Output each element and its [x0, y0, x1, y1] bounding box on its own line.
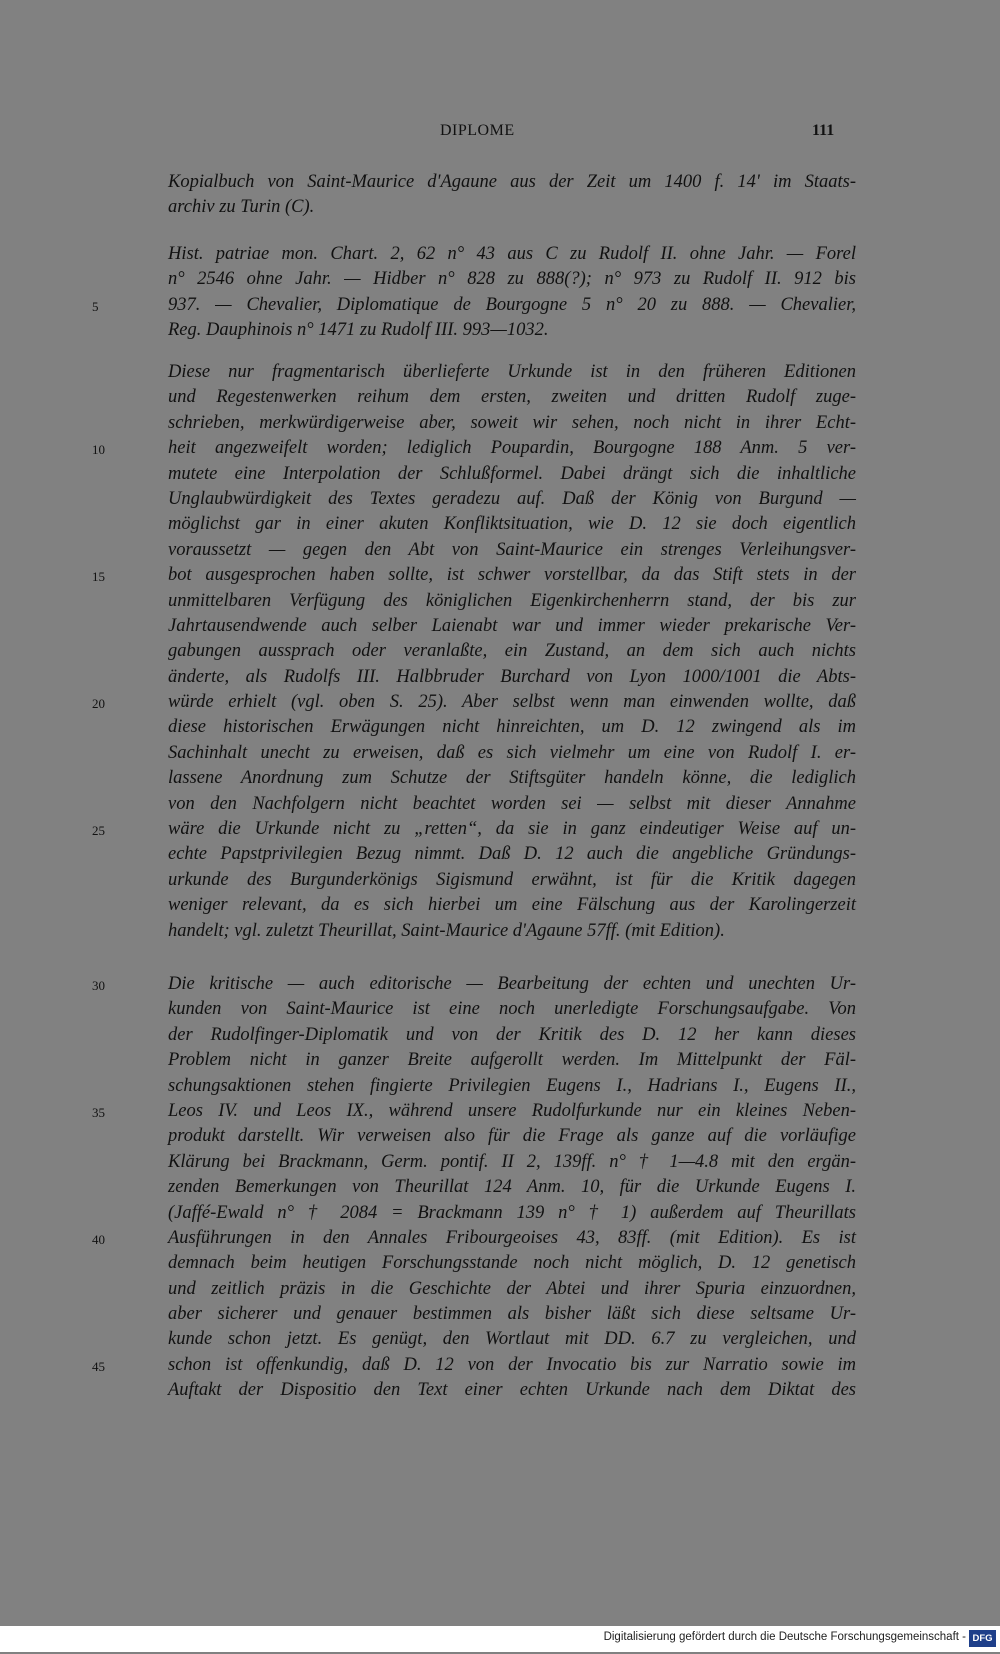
text-line: Kopialbuch von Saint-Maurice d'Agaune aus der Zeit um 1400 f. 14' im Staats-: [168, 172, 856, 192]
text-line: archiv zu Turin (C).: [168, 197, 315, 218]
text-line: weniger relevant, da es sich hierbei um eine Fälschung aus der Karolingerzeit: [168, 895, 856, 916]
text-line: möglichst gar in einer akuten Konfliktsituation, wie D. 12 sie doch eigentlich: [168, 514, 856, 535]
text-line: [92, 293, 856, 318]
line-number: 35: [92, 1104, 105, 1120]
text-line: voraussetzt — gegen den Abt von Saint-Maurice ein strenges Verleihungsver-: [168, 539, 856, 560]
text-line: [92, 817, 856, 842]
footer-credit: Digitalisierung gefördert durch die Deutsche Forschungsgemeinschaft -: [603, 1631, 966, 1643]
text-line: [92, 690, 856, 715]
text-line: aber sicherer und genauer bestimmen als bisher läßt sich diese seltsame Ur-: [168, 1304, 856, 1325]
text-line-content: Leos IV. und Leos IX., während unsere Rudolfurkunde nur ein kleines Neben-: [168, 1100, 856, 1121]
line-number: 30: [92, 978, 105, 993]
text-line: Sachinhalt unecht zu erweisen, daß es sich vielmehr um eine von Rudolf I. er-: [168, 742, 856, 763]
dfg-logo: DFG: [969, 1630, 996, 1647]
text-line: zenden Bemerkungen von Theurillat 124 Anm. 10, für die Urkunde Eugens I.: [168, 1177, 856, 1198]
text-line: produkt darstellt. Wir verweisen also für die Frage als ganze auf die vorläufige: [168, 1126, 856, 1147]
text-line: kunden von Saint-Maurice ist eine noch unerledigte Forschungsaufgabe. Von: [168, 999, 856, 1020]
text-line: schrieben, merkwürdigerweise aber, soweit wir sehen, noch nicht in ihrer Echt-: [168, 412, 856, 433]
text-line: und zeitlich präzis in die Geschichte der Abtei und ihrer Spuria einzuordnen,: [168, 1278, 856, 1299]
text-line: demnach beim heutigen Forschungsstande noch nicht möglich, D. 12 genetisch: [168, 1253, 856, 1274]
text-line: Jahrtausendwende auch selber Laienabt war und immer wieder prekarische Ver-: [168, 615, 856, 636]
text-line: kunde schon jetzt. Es genügt, den Wortlaut mit DD. 6.7 zu vergleichen, und: [168, 1329, 856, 1350]
line-number: 40: [92, 1231, 105, 1247]
text-line-content: heit angezweifelt worden; lediglich Poupardin, Bourgogne 188 Anm. 5 ver-: [168, 438, 856, 459]
text-line: mutete eine Interpolation der Schlußformel. Dabei drängt sich die inhaltliche: [168, 463, 856, 484]
line-number: 25: [92, 823, 105, 839]
text-line: [92, 436, 856, 461]
text-line: Problem nicht in ganzer Breite aufgerollt werden. Im Mittelpunkt der Fäl-: [168, 1050, 856, 1071]
text-line: Unglaubwürdigkeit des Textes geradezu auf. Daß der König von Burgund —: [168, 488, 856, 509]
editions-block: [92, 242, 856, 344]
text-line: und Regestenwerken reihum dem ersten, zweiten und dritten Rudolf zuge-: [168, 387, 856, 408]
text-line-content: wäre die Urkunde nicht zu „retten“, da sie in ganz eindeutiger Weise auf un-: [168, 819, 856, 840]
text-line: [92, 563, 856, 588]
text-line: handelt; vgl. zuletzt Theurillat, Saint-Maurice d'Agaune 57ff. (mit Edition).: [168, 920, 725, 941]
text-line: gabungen aussprach oder veranlaßte, ein Zustand, an dem sich auch nichts: [168, 641, 856, 662]
running-head: DIPLOME: [440, 122, 515, 139]
page-number: 111: [812, 122, 835, 139]
text-line: lassene Anordnung zum Schutze der Stiftsgüter handeln könne, die lediglich: [168, 768, 856, 789]
source-block: [168, 170, 856, 221]
line-number: 45: [92, 1358, 105, 1374]
text-line: änderte, als Rudolfs III. Halbbruder Burchard von Lyon 1000/1001 die Abts-: [168, 666, 856, 687]
line-number: 20: [92, 696, 105, 712]
text-line-content: 937. — Chevalier, Diplomatique de Bourgogne 5 n° 20 zu 888. — Chevalier,: [168, 294, 856, 315]
text-line: unmittelbaren Verfügung des königlichen Eigenkirchenherrn stand, der bis zur: [168, 590, 856, 611]
text-line-content: Die kritische — auch editorische — Bearbeitung der echten und unechten Ur-: [168, 974, 856, 994]
text-line: Hist. patriae mon. Chart. 2, 62 n° 43 aus C zu Rudolf II. ohne Jahr. — Forel: [168, 244, 856, 264]
text-line: [92, 1226, 856, 1251]
text-line-content: bot ausgesprochen haben sollte, ist schwer vorstellbar, da das Stift stets in der: [168, 565, 856, 586]
footer-bar: [0, 1626, 1000, 1652]
text-line: [92, 1099, 856, 1124]
text-line: [92, 1353, 856, 1378]
line-number: 10: [92, 442, 105, 458]
text-line-content: Ausführungen in den Annales Fribourgeoises 43, 83ff. (mit Edition). Es ist: [168, 1227, 856, 1248]
line-number: 15: [92, 569, 105, 585]
commentary-paragraph-2: [92, 972, 856, 1404]
page-header: [0, 122, 1000, 152]
text-line: [92, 972, 856, 997]
text-line-content: schon ist offenkundig, daß D. 12 von der Invocatio bis zur Narratio sowie im: [168, 1354, 856, 1375]
text-line: Diese nur fragmentarisch überlieferte Urkunde ist in den früheren Editionen: [168, 362, 856, 382]
text-line: diese historischen Erwägungen nicht hinreichten, um D. 12 zwingend als im: [168, 717, 856, 738]
text-line: schungsaktionen stehen fingierte Privilegien Eugens I., Hadrians I., Eugens II.,: [168, 1075, 856, 1096]
text-line: Klärung bei Brackmann, Germ. pontif. II 2, 139ff. n° † 1—4.8 mit den ergän-: [168, 1151, 856, 1172]
text-line: n° 2546 ohne Jahr. — Hidber n° 828 zu 888(?); n° 973 zu Rudolf II. 912 bis: [168, 269, 856, 290]
text-line-content: würde erhielt (vgl. oben S. 25). Aber selbst wenn man einwenden wollte, daß: [168, 692, 856, 713]
text-line: urkunde des Burgunderkönigs Sigismund erwähnt, ist für die Kritik dagegen: [168, 869, 856, 890]
text-line: Auftakt der Dispositio den Text einer echten Urkunde nach dem Diktat des: [168, 1380, 856, 1401]
text-line: von den Nachfolgern nicht beachtet worden sei — selbst mit dieser Annahme: [168, 793, 856, 814]
text-line: Reg. Dauphinois n° 1471 zu Rudolf III. 993—1032.: [168, 320, 549, 341]
text-line: echte Papstprivilegien Bezug nimmt. Daß D. 12 auch die angebliche Gründungs-: [168, 844, 856, 865]
text-line: (Jaffé-Ewald n° † 2084 = Brackmann 139 n° † 1) außerdem auf Theurillats: [168, 1202, 856, 1223]
line-number: 5: [92, 298, 99, 314]
text-line: der Rudolfinger-Diplomatik und von der Kritik des D. 12 her kann dieses: [168, 1024, 856, 1045]
commentary-paragraph-1: [92, 360, 856, 944]
